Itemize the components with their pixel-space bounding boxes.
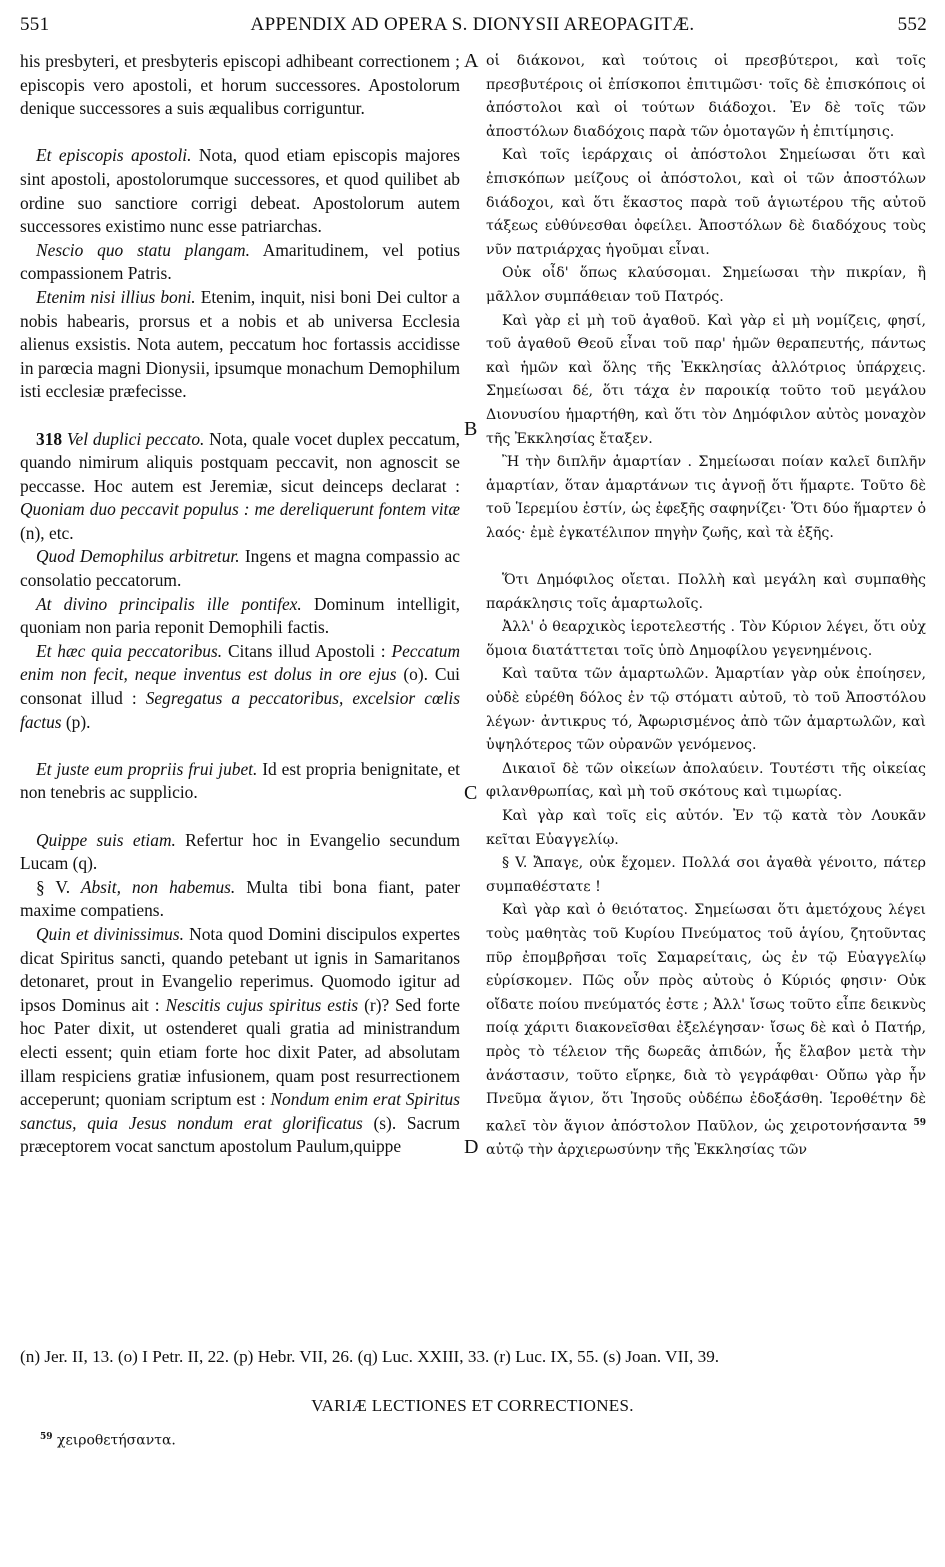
- comment-text: Amaritudinem, vel potius compassionem Patris.: [20, 239, 460, 284]
- lemma: Vel duplici peccato.: [62, 428, 205, 449]
- comment-text: Nota, quale vocet duplex peccatum, quando nimirum aliquis postquam peccavit, non agnoscit se peccasse. Hoc autem est Jeremiæ, sicut deinceps declarat :: [20, 428, 460, 496]
- lemma: Quod Demophilus arbitretur.: [36, 546, 240, 567]
- comment-text: Refertur hoc in Evangelio secundum Lucam (q).: [20, 829, 460, 874]
- comment-text: Nota, quod etiam episcopis majores sint apostoli, apostolorumque successores, et quod quilibet ab ordine suo sanctiore corrigi debeat. Apostolorum autem successores existimo nunc esse patriarchas.: [20, 145, 460, 237]
- margin-letter-d: D: [464, 1136, 479, 1158]
- footnote-ref: (p).: [61, 711, 91, 732]
- section-number: 318: [36, 428, 63, 449]
- variant-text: χειροθετήσαντα.: [52, 1432, 176, 1449]
- comment-text: Dominum intelligit, quoniam non paria reponit Demophili factis.: [20, 593, 460, 638]
- latin-paragraph: [20, 640, 460, 734]
- greek-paragraph: Καὶ ταῦτα τῶν ἁμαρτωλῶν. Ἁμαρτίαν γὰρ οὐκ ἐποίησεν, οὐδὲ εὑρέθη δόλος ἐν τῷ στόματι αὐτοῦ, τὸ τοῦ Ἀποστόλου λέγων· ἀντικρυς τό, Ἀφωρισμένος ἀπὸ τῶν ἁμαρτωλῶν, καὶ ὑψηλότερος τῶν οὐρανῶν γενόμενος.: [486, 666, 926, 754]
- greek-paragraph: § V. Ἄπαγε, οὐκ ἔχομεν. Πολλά σοι ἀγαθὰ γένοιτο, πάτερ συμπαθέστατε !: [486, 855, 926, 895]
- latin-paragraph: [20, 239, 460, 286]
- lemma: Et hæc quia peccatoribus.: [36, 640, 223, 661]
- page-number-right: 552: [897, 14, 927, 35]
- comment-text: Etenim, inquit, nisi boni Dei cultor a nobis habearis, prorsus et a nobis et ab universa Ecclesia alienus exsistis. Nota autem, peccatum hoc fortassis accidisse in parœcia magni Dionysii, ipsumque monachum Demophilum isti ecclesiæ præfecisse.: [20, 286, 461, 402]
- lemma: At divino principalis ille pontifex.: [36, 593, 302, 614]
- scripture-quote: Nescitis cujus spiritus estis: [165, 994, 359, 1015]
- latin-paragraph: [20, 545, 460, 592]
- lemma: Nescio quo statu plangam.: [36, 239, 250, 260]
- scripture-quote: Segregatus a peccatoribus, excelsior cœlis factus: [20, 688, 460, 732]
- lemma: Quin et divinissimus.: [36, 923, 184, 944]
- section-mark: § V.: [36, 876, 71, 897]
- lemma: Et episcopis apostoli.: [36, 145, 192, 166]
- latin-paragraph: [20, 876, 460, 923]
- comment-text: (s). Sacrum præceptorem vocat sanctum apostolum Paulum,quippe: [20, 1112, 460, 1157]
- comment-text: Ingens et magna compassio ac consolatio peccatorum.: [20, 546, 460, 591]
- scripture-quote: Quoniam duo peccavit populus : me dereliquerunt fontem vitæ: [20, 499, 460, 520]
- variant-number: 59: [40, 1432, 53, 1442]
- comment-text: (o). Cui consonat illud :: [20, 664, 460, 709]
- variant-note-ref: 59: [913, 1117, 926, 1128]
- margin-letter-a: A: [464, 50, 479, 72]
- greek-text: αὐτῷ τὴν ἀρχιερωσύνην τῆς Ἐκκλησίας τῶν: [486, 1142, 807, 1159]
- variant-reading: [40, 1432, 176, 1449]
- comment-text: Nota quod Domini discipulos expertes dicat Spiritus sancti, quando petebant ut ignis in Samaritanos detonaret, prout in Evangelio reperimus. Quomodo igitur ad ipsos Dominus ait :: [20, 923, 460, 1015]
- latin-paragraph: [20, 758, 460, 805]
- scripture-quote: Nondum enim erat Spiritus sanctus, quia Jesus nondum erat glorificatus: [20, 1089, 460, 1133]
- lemma: Etenim nisi illius boni.: [36, 286, 196, 307]
- running-header: [14, 6, 931, 36]
- footnote-ref: (n), etc.: [20, 522, 74, 543]
- comment-text: (r)? Sed forte hoc Pater dixit, ut ostenderet quali gratia ad ministrandum electi essent; quin etiam forte hoc dixit Pater, ad absolutam illam respiciens gratiæ infusionem, quam post resurrectionem acceperunt; quoniam scriptum est :: [20, 994, 460, 1110]
- footnotes: (n) Jer. II, 13. (o) I Petr. II, 22. (p) Hebr. VII, 26. (q) Luc. XXIII, 33. (r) Luc. IX, 55. (s) Joan. VII, 39.: [20, 1347, 720, 1366]
- latin-paragraph: [20, 923, 460, 1159]
- latin-paragraph: [20, 428, 460, 546]
- greek-paragraph: [486, 899, 926, 1162]
- greek-column: [486, 50, 926, 1163]
- greek-text: Καὶ γὰρ καὶ ὁ θειότατος. Σημείωσαι ὅτι ἀμετόχους λέγει τοὺς μαθητὰς τοῦ Κυρίου Πνεύματος τοῦ ἁγίου, ζητοῦντας πῦρ ἐπομβρῆσαι τοῖς Σαμαρείταις, ὡς ἐν τῷ Εὐαγγελίῳ εὑρίσκομεν. Πῶς οὖν πρὸς αὐτοὺς ὁ Κύριός φησιν· Οὐκ οἴδατε ποίου πνεύματός ἐστε ; Ἀλλ' ἴσως τοῦτο εἶπε δεικνὺς ποίᾳ χάριτι διακονεῖσθαι ἐξελέγησαν· ἴσως δὲ καὶ ὁ Πατήρ, πρὸς τὸ τέλειον τῆς δωρεᾶς ἀπιδών, ἧς ἔλαβον μετὰ τὴν ἀνάστασιν, τοῦτο εἴρηκε, διὰ τὸ γεγράφθαι· Οὔπω γὰρ ἦν Πνεῦμα ἅγιον, ὅτι Ἰησοῦς οὐδέπω ἐδοξάσθη. Ἱεροθέτην δὲ καλεῖ τὸν ἅγιον ἀπόστολον Παῦλον, ὡς χειροτονήσαντα: [486, 902, 926, 1135]
- greek-paragraph: Καὶ τοῖς ἱεράρχαις οἱ ἀπόστολοι Σημείωσαι ὅτι καὶ ἐπισκόπων μείζους οἱ ἀπόστολοι, καὶ οἱ τῶν ἀποστόλων διάδοχοι, καὶ ὅτι ἕκαστος παρὰ τοῦ ἁγιωτέρου τῆς αὐτοῦ τάξεως εὐθύνεσθαι ὀφείλει. Ἀποστόλων δὲ διαδόχους τοὺς νῦν πατριάρχας ἡγοῦμαι εἶναι.: [486, 147, 926, 258]
- variae-lectiones-title: VARIÆ LECTIONES ET CORRECTIONES.: [311, 1396, 634, 1415]
- greek-paragraph: οἱ διάκονοι, καὶ τούτοις οἱ πρεσβύτεροι, καὶ τοῖς πρεσβυτέροις οἱ ἐπίσκοποι ἐπιτιμῶσι· τοῖς δὲ ἐπισκόποις οἱ ἀπόστολοι καὶ οἱ τούτων διάδοχοι. Ἐν δὲ τοῖς τῶν ἀποστόλων διαδόχοις παρὰ τῶν ὁμοταγῶν ἡ ἐπιτίμησις.: [486, 53, 926, 140]
- greek-paragraph: Καὶ γὰρ καὶ τοῖς εἰς αὐτόν. Ἐν τῷ κατὰ τὸν Λουκᾶν κεῖται Εὐαγγελίῳ.: [486, 808, 926, 848]
- greek-paragraph: Ἀλλ' ὁ θεαρχικὸς ἱεροτελεστής . Τὸν Κύριον λέγει, ὅτι οὐχ ὅμοια διατάττεται τοῖς ὑπὸ Δημοφίλου γεγενημένοις.: [486, 619, 926, 659]
- latin-paragraph: his presbyteri, et presbyteris episcopi adhibeant correctionem ; episcopis vero apostoli, et horum successores. Apostolorum denique successores a suis æqualibus corriguntur.: [20, 51, 460, 119]
- latin-paragraph: [20, 144, 460, 238]
- page-number-left: 551: [20, 14, 50, 35]
- latin-column: [20, 50, 460, 1159]
- comment-text: Multa tibi bona fiant, pater maxime compatiens.: [20, 876, 460, 921]
- latin-paragraph: [20, 829, 460, 876]
- comment-text: Id est propria benignitate, et non tenebris ac supplicio.: [20, 758, 460, 803]
- lemma: Absit, non habemus.: [70, 876, 236, 897]
- comment-text: Citans illud Apostoli :: [222, 640, 392, 661]
- margin-letter-b: B: [464, 418, 478, 440]
- greek-paragraph: Ὅτι Δημόφιλος οἴεται. Πολλὴ καὶ μεγάλη καὶ συμπαθὴς παράκλησις τοῖς ἁμαρτωλοῖς.: [486, 572, 926, 612]
- greek-paragraph: Ἢ τὴν διπλῆν ἁμαρτίαν . Σημείωσαι ποίαν καλεῖ διπλῆν ἁμαρτίαν, ὅταν ἁμαρτάνων τις ἀγνοῇ ὅτι ἥμαρτε. Τοῦτο δὲ τοῦ Ἱερεμίου ἐστίν, ὡς ἐφεξῆς σαφηνίζει· Ὅτι δύο ἥμαρτεν ὁ λαός· ἐμὲ ἐγκατέλιπον πηγὴν ζωῆς, καὶ τὰ ἑξῆς.: [486, 454, 926, 541]
- scripture-quote: Peccatum enim non fecit, neque inventus est dolus in ore ejus: [20, 640, 461, 685]
- greek-paragraph: Καὶ γὰρ εἰ μὴ τοῦ ἀγαθοῦ. Καὶ γὰρ εἰ μὴ νομίζεις, φησί, τοῦ ἀγαθοῦ Θεοῦ εἶναι τοῦ παρ' ἡμῶν θεραπευτής, πάντως καὶ ἡμῶν καὶ ὅλης τῆς Ἐκκλησίας ἀλλότριος ὑπάρχεις. Σημείωσαι δέ, ὅτι τάχα ἐν παροικίᾳ τοῦτο τοῦ μεγάλου Διονυσίου ἡμαρτήθη, καὶ ὅτι τὸν Δημόφιλον αὐτὸς μοναχὸν τῆς Ἐκκλησίας ἔταξεν.: [486, 312, 926, 447]
- latin-paragraph: [20, 286, 460, 404]
- margin-letter-c: C: [464, 782, 478, 804]
- page-title: APPENDIX AD OPERA S. DIONYSII AREOPAGITÆ.: [250, 14, 695, 35]
- lemma: Et juste eum propriis frui jubet.: [36, 758, 258, 779]
- greek-paragraph: Οὐκ οἶδ' ὅπως κλαύσομαι. Σημείωσαι τὴν πικρίαν, ἢ μᾶλλον συμπάθειαν τοῦ Πατρός.: [486, 265, 926, 305]
- greek-paragraph: Δικαιοῖ δὲ τῶν οἰκείων ἀπολαύειν. Τουτέστι τῆς οἰκείας φιλανθρωπίας, καὶ μὴ τοῦ σκότους καὶ τιμωρίας.: [486, 760, 926, 801]
- lemma: Quippe suis etiam.: [36, 829, 176, 850]
- latin-paragraph: [20, 593, 460, 640]
